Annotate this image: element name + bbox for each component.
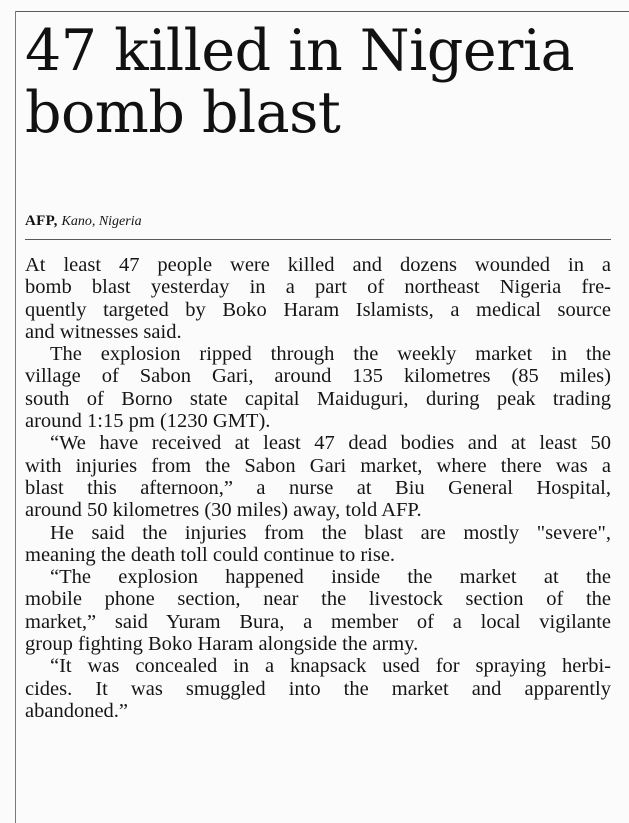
byline-rule [25, 239, 611, 240]
body-line: The explosion ripped through the weekly market in the [50, 343, 611, 366]
paragraph-6 [25, 655, 611, 722]
column-left-rule [15, 11, 16, 823]
body-line: mobile phone section, near the livestock section of the [25, 588, 611, 611]
body-line: blast this afternoon,” a nurse at Biu General Hospital, [25, 476, 611, 499]
news-agency: AFP, [25, 213, 58, 229]
paragraph-3 [25, 432, 611, 521]
paragraph-1 [25, 254, 611, 343]
body-line: “The explosion happened inside the market at the [50, 566, 611, 589]
body-line: He said the injuries from the blast are mostly "severe", [50, 521, 611, 544]
body-line: meaning the death toll could continue to rise. [25, 543, 396, 566]
column-top-rule [15, 11, 629, 12]
body-line: “It was concealed in a knapsack used for spraying herbi- [50, 655, 611, 678]
byline [25, 212, 142, 231]
body-line: village of Sabon Gari, around 135 kilometres (85 miles) [25, 365, 611, 388]
news-article [25, 18, 613, 722]
headline-line-1: 47 killed in Nigeria [25, 18, 575, 84]
body-line: and witnesses said. [25, 320, 182, 343]
dateline: Kano, Nigeria [61, 214, 142, 229]
headline-line-2: bomb blast [25, 80, 341, 146]
article-body [25, 254, 611, 722]
body-line: At least 47 people were killed and dozens wounded in a [25, 254, 611, 276]
body-line: around 1:15 pm (1230 GMT). [25, 410, 271, 433]
paragraph-4 [25, 522, 611, 567]
body-line: cides. It was smuggled into the market and apparently [25, 677, 611, 700]
body-line: quently targeted by Boko Haram Islamists, a medical source [25, 298, 611, 321]
body-line: with injuries from the Sabon Gari market, where there was a [25, 454, 611, 477]
body-line: group fighting Boko Haram alongside the army. [25, 633, 419, 656]
paragraph-5 [25, 566, 611, 655]
body-line: abandoned.” [25, 699, 129, 722]
body-line: bomb blast yesterday in a part of northeast Nigeria fre- [25, 276, 611, 299]
body-line: “We have received at least 47 dead bodies and at least 50 [50, 432, 611, 455]
body-line: around 50 kilometres (30 miles) away, told AFP. [25, 499, 422, 522]
body-line: market,” said Yuram Bura, a member of a local vigilante [25, 610, 611, 633]
paragraph-2 [25, 343, 611, 432]
body-line: south of Borno state capital Maiduguri, during peak trading [25, 387, 611, 410]
headline [25, 20, 613, 190]
